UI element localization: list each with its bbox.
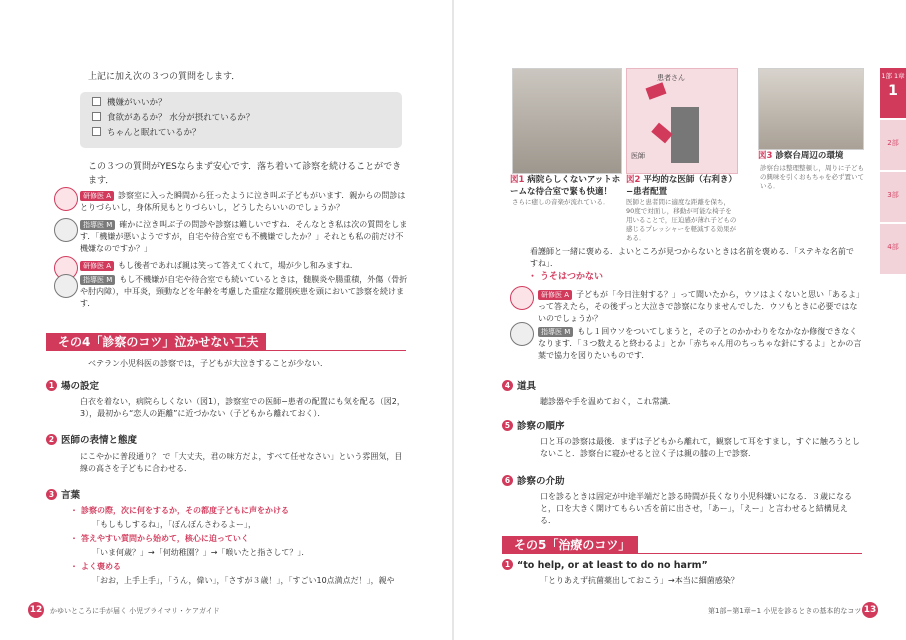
exam-table-photo xyxy=(758,68,864,150)
praise-continuation: 看護師と一緒に褒める．よいところが見つからないときは名前を褒める．「ステキな名前ですね」． xyxy=(530,247,854,268)
item-body: 口を診るときは固定が中途半端だと診る時間が長くなり小児科嫌いになる．３歳になると，口を大きく開けてもらい舌を前に出させ，「あー」，「えー」と言わせると結構見える． xyxy=(540,492,852,525)
figure1-caption: 図1 病院らしくないアットホームな待合室で緊も快適！ xyxy=(510,175,621,197)
section-rule xyxy=(506,553,862,554)
section4-lead: ベテラン小児科医の診察では，子どもが大泣きすることが少ない． xyxy=(88,359,328,368)
dialogue-line: 研修医 A 子どもが「今日注射する？」って聞いたから，ウソはよくないと思い「あるよ」って答えたら，その後ずっと大泣きで診察になりませんでした．ウソもときに必要ではないのでしょうか？ xyxy=(538,290,861,323)
dialogue-line: 指導医 M もし不機嫌が自宅や待合室でも続いているときは，髄膜炎や腸重積，外傷（骨折や肘内障），中耳炎，頸動などを年齢を考慮した重症な鑑別疾患を頭において診察を続けます． xyxy=(80,275,408,308)
dialogue-line: 研修医 A もし後者であれば親は笑って答えてくれて，場が少し和みますね． xyxy=(80,260,410,272)
gutter xyxy=(452,0,454,640)
item-heading: 1 場の設定 xyxy=(46,380,99,394)
figure3-caption: 図3 診察台周辺の環境 xyxy=(758,151,844,161)
tip-example: 「おお，上手上手」，「うん，偉い」，「さすが３歳！」，「すごい10点満点だ！」，親や xyxy=(92,576,395,585)
doctor-chair-icon xyxy=(651,123,673,144)
tip-label: ・ よく褒める xyxy=(70,562,121,571)
resident-avatar-icon xyxy=(510,286,534,310)
item-heading: 6 診察の介助 xyxy=(502,475,565,489)
tip-example: 「いま何歳？」→「何幼稚園？」→「喉いたと指さして？」． xyxy=(92,548,310,557)
tip-example: 「もしもしするね」，「ぽんぽんさわるよー」， xyxy=(92,520,256,529)
resident-avatar-icon xyxy=(54,187,78,211)
patient-label: 患者さん xyxy=(657,74,685,82)
figure1-note: さらに癒しの音楽が流れている． xyxy=(512,198,610,206)
dialogue-line: 指導医 M もし１回ウソをついてしまうと，その子とのかかわりをなかなか修復できなくなります．「３つ数えると終わるよ」とか「赤ちゃん用のちっちゃな針にするよ」とかの言葉で協力を図りたいものです． xyxy=(538,327,862,360)
section-rule xyxy=(50,350,406,351)
section4-title: その4「診察のコツ」泣かせない工夫 xyxy=(50,333,266,351)
page-number-right: 13 xyxy=(862,602,878,618)
patient-chair-icon xyxy=(645,82,666,99)
section5-header xyxy=(502,536,866,554)
mentor-avatar-icon xyxy=(54,274,78,298)
waiting-room-photo xyxy=(512,68,622,174)
tab-part3[interactable]: 3部 xyxy=(880,172,906,222)
intro-text: 上記に加え次の３つの質問をします． xyxy=(88,72,241,82)
question-item: 機嫌がいいか？ xyxy=(92,97,167,109)
doctor-patient-diagram xyxy=(626,68,738,174)
dialogue-line: 研修医 A 診察室に入った瞬間から狂ったように泣き叫ぶ子どもがいます．親からの問診はとりづらいし，身体所見もとりづらいし，どうしたらいいのでしょうか？ xyxy=(80,191,406,212)
question-item: ちゃんと眠れているか？ xyxy=(92,127,201,139)
tip-label: ・ 診察の際，次に何をするか，その都度子どもに声をかける xyxy=(70,506,289,515)
tab-part4[interactable]: 4部 xyxy=(880,224,906,274)
checkbox-icon xyxy=(92,97,101,106)
page-number-left: 12 xyxy=(28,602,44,618)
figure3-note: 診察台は整理整頓し，周りに子どもの興味を引くおもちゃを必ず置いている． xyxy=(760,164,864,190)
after-questions-text: この３つの質問がYESならまず安心です．落ち着いて診察を続けることができます． xyxy=(88,162,402,186)
item-body: 聴診器や手を温めておく，これ常識． xyxy=(540,397,676,406)
footer-right: 第1部−第1章−1 小児を診るときの基本的なコツ xyxy=(708,607,862,615)
question-box xyxy=(80,92,402,148)
doctor-label: 医師 xyxy=(631,152,645,160)
checkbox-icon xyxy=(92,127,101,136)
item-body: 「とりあえず抗菌薬出しておこう」→本当に細菌感染？ xyxy=(540,576,739,585)
mentor-avatar-icon xyxy=(54,218,78,242)
item-heading: 1 “to help, or at least to do no harm” xyxy=(502,559,708,573)
checkbox-icon xyxy=(92,112,101,121)
item-heading: 3 言葉 xyxy=(46,489,80,503)
mentor-avatar-icon xyxy=(510,322,534,346)
desk-shape xyxy=(671,107,699,163)
item-body: にこやかに普段通り？ で「大丈夫，君の味方だよ，すべて任せなさい」という雰囲気，目線の高さを子どもに合わせる． xyxy=(80,452,403,473)
figure2-note: 医師と患者間に適度な距離を保ち，90度で対面し，移動が可能な椅子を用いることで，圧迫感が薄れ子どもの感じるプレッシャーを軽減する効果がある． xyxy=(626,198,737,242)
lie-heading: ・ うそはつかない xyxy=(528,272,604,282)
footer-left: かゆいところに手が届く 小児プライマリ・ケアガイド xyxy=(50,607,220,615)
section4-header xyxy=(46,333,410,351)
question-item: 食欲があるか？ 水分が摂れているか？ xyxy=(92,112,254,124)
item-heading: 5 診察の順序 xyxy=(502,420,565,434)
dialogue-line: 指導医 M 確かに泣き叫ぶ子の問診や診察は難しいですね．そんなとき私は次の質問をします．「機嫌が悪いようですが，自宅や待合室でも不機嫌でしたか？」それとも私の前だけ不機嫌なのですか？」 xyxy=(80,220,408,253)
tab-part2[interactable]: 2部 xyxy=(880,120,906,170)
item-heading: 2 医師の表情と態度 xyxy=(46,434,137,448)
section5-title: その5「治療のコツ」 xyxy=(506,536,638,554)
item-body: 白衣を着ない，病院らしくない（図1），診察室での医師−患者の配置にも気を配る（図2，3），最初から“恋人の距離”に近づかない（子どもから離れておく）． xyxy=(80,397,405,418)
tip-label: ・ 答えやすい質問から始めて，核心に迫っていく xyxy=(70,534,249,543)
item-body: 口と耳の診察は最後．まずは子どもから離れて，観察して耳をすまし，すぐに触ろうとしないこと．診察台に寝かせると泣く子は親の膝の上で診察． xyxy=(540,437,860,458)
figure2-caption: 図2 平均的な医師（右利き）−患者配置 xyxy=(626,175,737,197)
tab-part1[interactable]: 1部 1章 1 xyxy=(880,68,906,118)
item-heading: 4 道具 xyxy=(502,380,536,394)
